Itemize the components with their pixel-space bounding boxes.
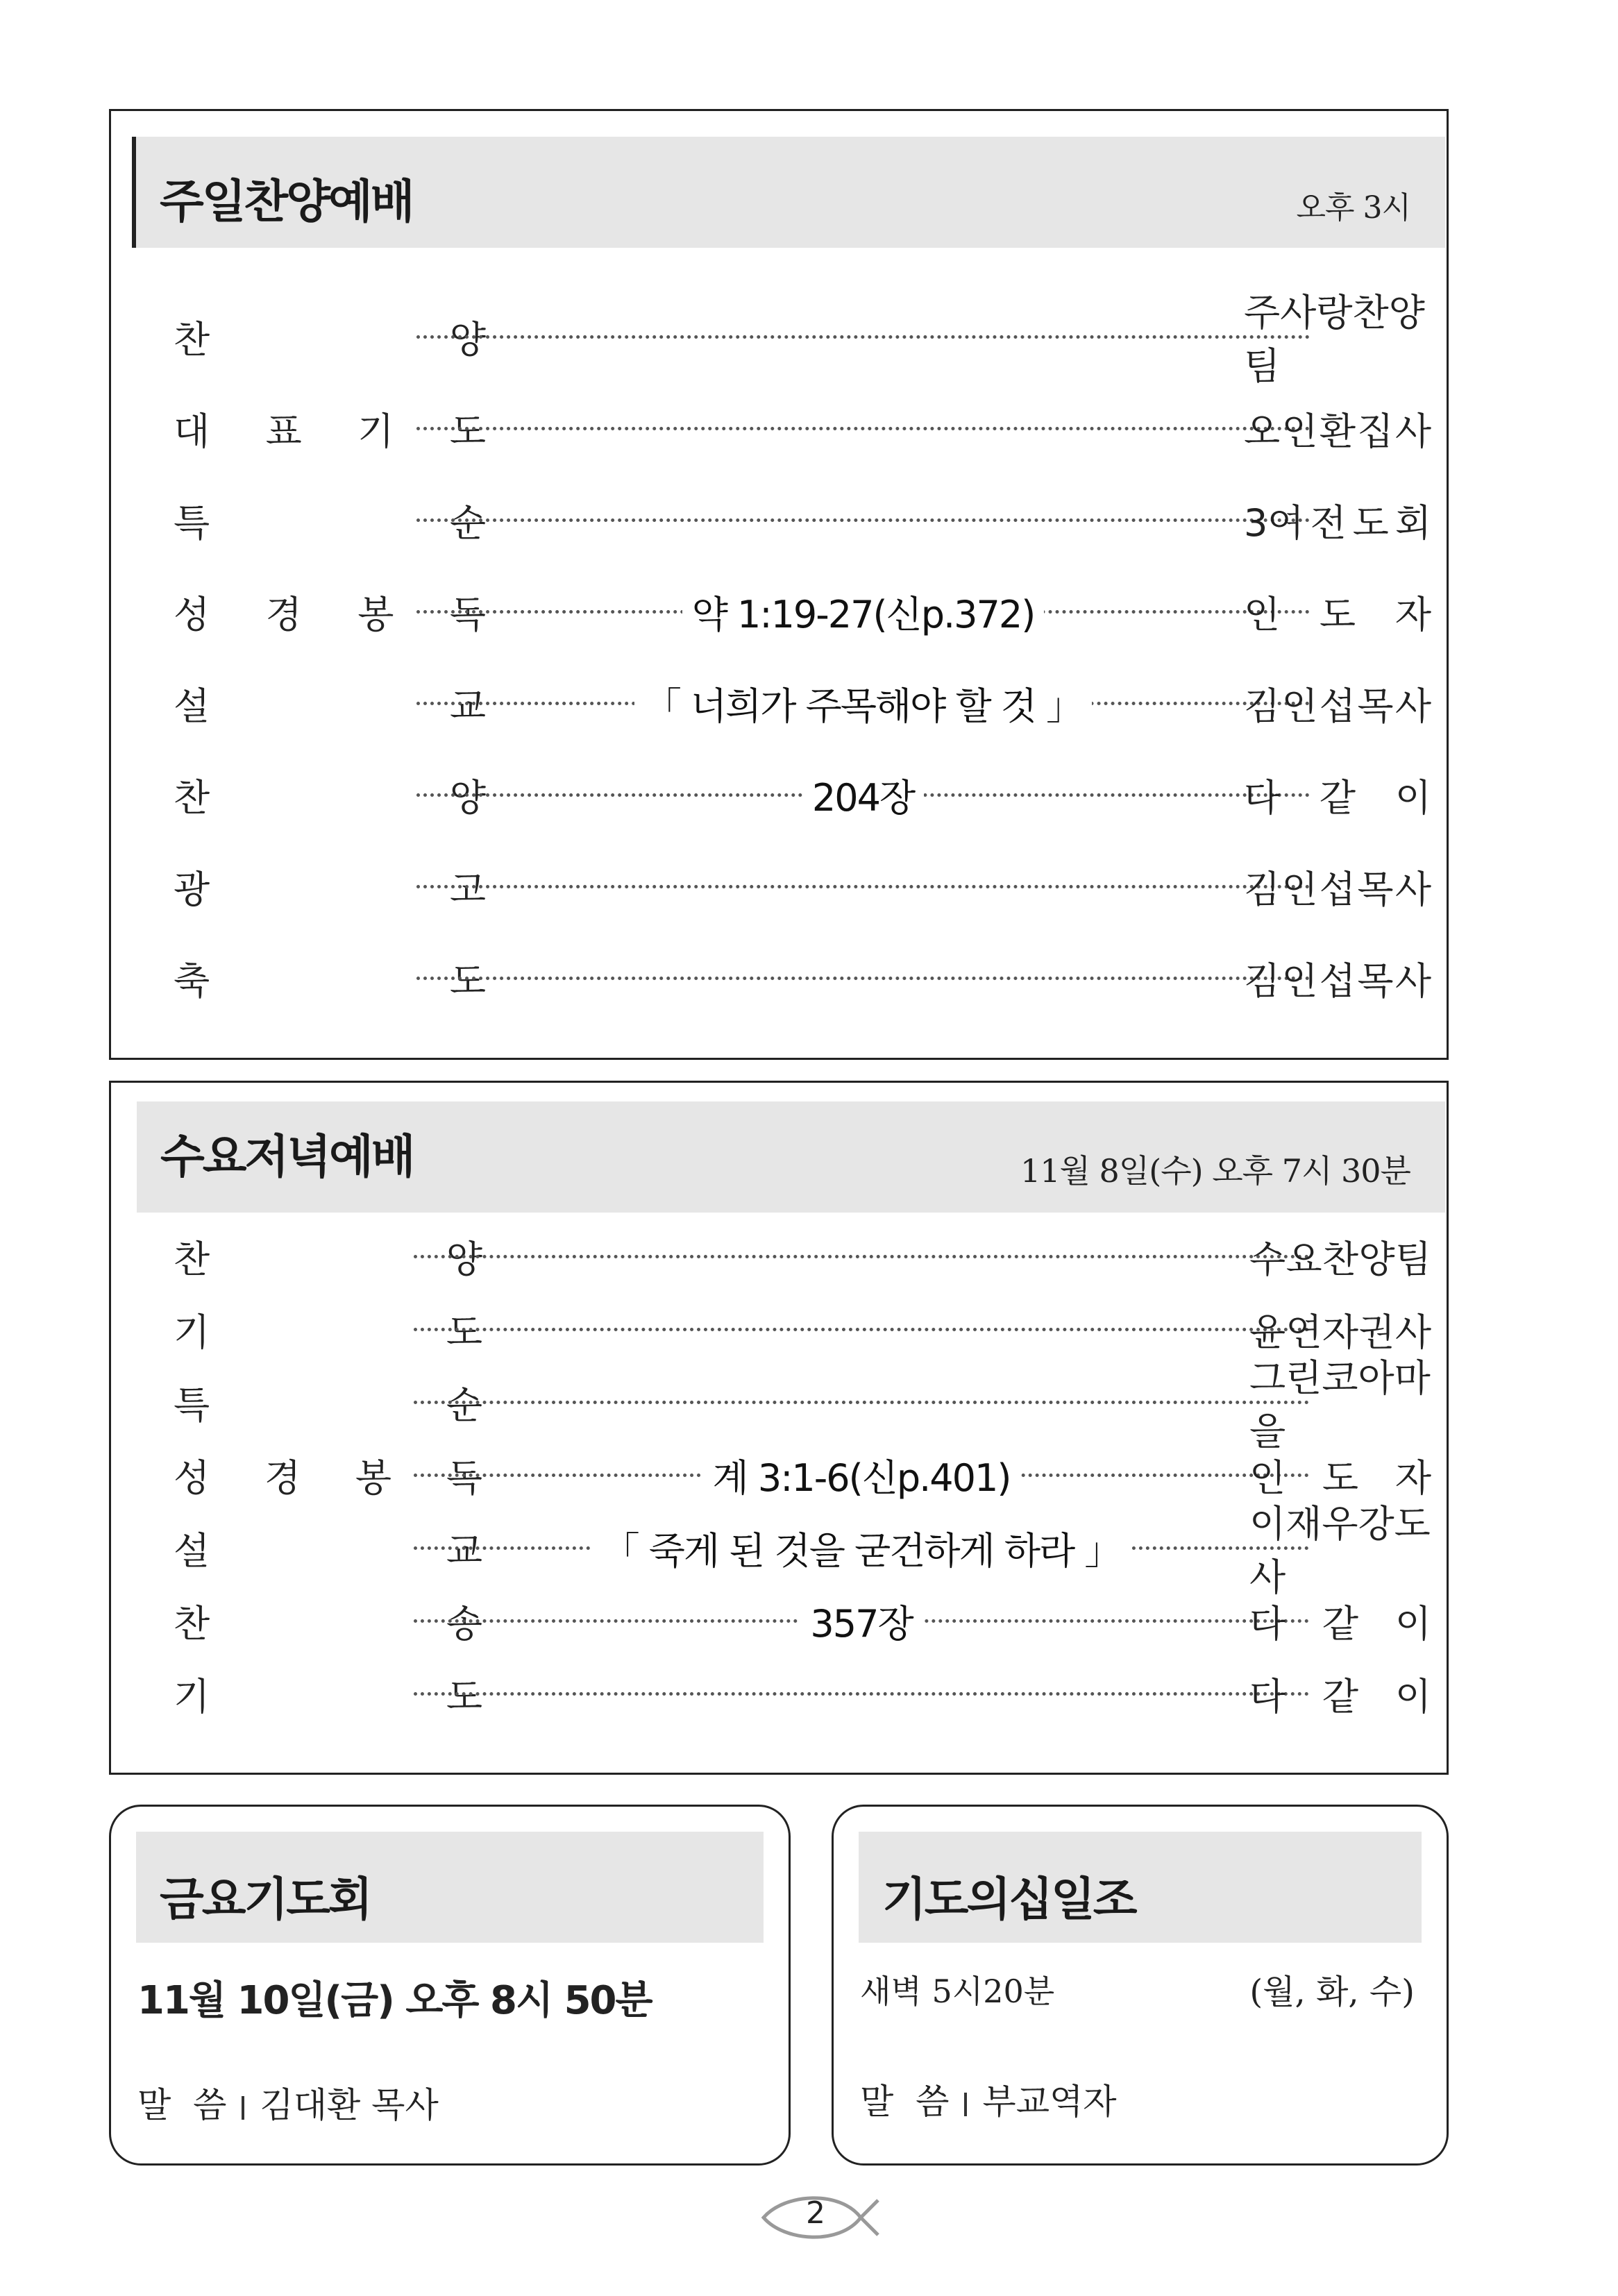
program-item-leader (1244, 950, 1431, 1006)
label-char: 기 (357, 409, 394, 453)
wednesday-service-title: 수요저녁예배 (160, 1130, 414, 1183)
leader-char: 섭 (1319, 959, 1356, 1003)
label-char: 찬 (174, 1237, 210, 1281)
leader-char: 목 (1357, 684, 1394, 728)
program-row (111, 291, 1447, 388)
leader-char: 사 (1394, 959, 1431, 1003)
label-char: 교 (446, 1528, 482, 1573)
dotted-leader (414, 1692, 1309, 1696)
sunday-service-box (109, 109, 1449, 1060)
program-item-leader (1249, 1229, 1431, 1284)
leader-char: 연 (1286, 1310, 1322, 1354)
leader-char: 다 (1249, 1674, 1286, 1719)
label-char: 양 (449, 317, 486, 362)
leader-char: 수 (1249, 1237, 1286, 1281)
dotted-leader (416, 977, 1310, 980)
label-char: 도 (449, 409, 486, 453)
program-item-leader (1244, 291, 1431, 388)
friday-sermon-line (137, 2077, 439, 2127)
prayer-tithe-sermon-line (860, 2074, 1117, 2124)
leader-char: 도 (1319, 592, 1356, 636)
label-char: 봉 (357, 592, 394, 636)
label-char: 도 (446, 1674, 482, 1719)
label-char: 경 (265, 592, 302, 636)
program-item-detail-text: 204장 (802, 768, 924, 822)
program-row (111, 767, 1447, 822)
leader-char: 섭 (1319, 684, 1356, 728)
leader-char: 이 (1394, 1601, 1431, 1646)
program-item-detail (416, 767, 1310, 822)
label-char: 독 (449, 592, 486, 636)
dotted-leader (416, 885, 1310, 888)
sunday-service-time: 오후 3시 (1296, 190, 1410, 226)
program-item-leader (1244, 767, 1431, 822)
leader-char: 환 (1319, 409, 1356, 453)
program-item-leader (1244, 859, 1431, 914)
dotted-leader (416, 427, 1310, 430)
leader-char: 인 (1281, 959, 1318, 1003)
program-item-detail-text: 계 3:1-6(신p.401) (703, 1449, 1020, 1502)
program-item-detail (416, 584, 1310, 639)
label-char: 성 (174, 592, 210, 636)
leader-char: 인 (1281, 684, 1318, 728)
label-char: 축 (174, 959, 210, 1003)
wednesday-service-header (137, 1101, 1445, 1213)
dotted-leader (414, 1255, 1309, 1258)
program-item-detail-text: 「 죽게 된 것을 굳건하게 하라 」 (593, 1521, 1131, 1575)
leader-char: 자 (1394, 1455, 1431, 1500)
prayer-tithe-title: 기도의십일조 (882, 1873, 1136, 1926)
program-row (111, 1447, 1447, 1503)
prayer-tithe-speaker: 부교역자 (982, 2082, 1117, 2122)
prayer-tithe-sermon-label: 말 씀 (860, 2082, 950, 2122)
page-number: 2 (806, 2195, 825, 2231)
label-char: 찬 (174, 1601, 210, 1646)
friday-speaker: 김대환 목사 (260, 2085, 439, 2125)
leader-char: 오 (1244, 409, 1281, 453)
leader-char: 요 (1286, 1237, 1322, 1281)
leader-char: 김 (1244, 684, 1281, 728)
program-row (111, 859, 1447, 914)
leader-char: 자 (1322, 1310, 1359, 1354)
leader-char: 같 (1319, 775, 1356, 820)
leader-char: 인 (1281, 409, 1318, 453)
program-item-detail-text: 약 1:19-27(신p.372) (682, 585, 1045, 639)
leader-char: 사 (1394, 409, 1431, 453)
dotted-leader (414, 1401, 1309, 1404)
program-item-leader (1244, 584, 1431, 639)
leader-char: 도 (1352, 500, 1389, 545)
program-row (111, 675, 1447, 731)
leader-char: 사 (1394, 684, 1431, 728)
sunday-service-title: 주일찬양예배 (160, 175, 413, 228)
separator-bar (964, 2093, 967, 2116)
leader-char: 김 (1244, 959, 1281, 1003)
program-row (111, 1301, 1447, 1357)
dotted-leader (416, 518, 1310, 522)
label-char: 기 (174, 1674, 210, 1719)
leader-char: 같 (1322, 1601, 1359, 1646)
label-char: 교 (449, 684, 486, 728)
leader-char: 주사랑찬양팀 (1244, 291, 1425, 388)
program-row (111, 1502, 1447, 1599)
friday-prayer-box (109, 1805, 791, 2166)
program-row (111, 400, 1447, 456)
leader-char: 김 (1244, 867, 1281, 911)
program-item-detail (416, 675, 1310, 731)
program-item-leader (1244, 400, 1431, 456)
label-char: 양 (446, 1237, 482, 1281)
friday-prayer-date: 11월 10일(금) 오후 8시 50분 (137, 1978, 652, 2023)
dotted-leader (416, 335, 1310, 339)
friday-sermon-label: 말 씀 (137, 2085, 227, 2125)
program-item-detail (414, 1593, 1309, 1648)
prayer-tithe-days: (월, 화, 수) (1249, 1973, 1415, 2011)
label-char: 양 (449, 775, 486, 820)
leader-char: 이 (1394, 1674, 1431, 1719)
leader-char: 이재우강도사 (1249, 1502, 1431, 1599)
label-char: 봉 (355, 1455, 392, 1500)
leader-char: 목 (1357, 959, 1394, 1003)
label-char: 기 (174, 1310, 210, 1354)
leader-char: 목 (1357, 867, 1394, 911)
sunday-service-header (136, 137, 1445, 248)
label-char: 도 (446, 1310, 482, 1354)
program-item-detail-text: 「 너희가 주목해야 할 것 」 (634, 677, 1092, 730)
leader-char: 다 (1249, 1601, 1286, 1646)
program-item-leader (1249, 1356, 1431, 1453)
program-item-detail (414, 1447, 1309, 1503)
program-item-detail-text: 357장 (800, 1594, 922, 1648)
separator-bar (242, 2096, 244, 2120)
leader-char: 사 (1394, 867, 1431, 911)
leader-char: 자 (1394, 592, 1431, 636)
leader-char: 그린코아마을 (1249, 1356, 1431, 1453)
program-item-leader (1249, 1593, 1431, 1648)
leader-char: 다 (1244, 775, 1281, 820)
label-char: 광 (174, 867, 210, 911)
label-char: 특 (174, 1383, 210, 1427)
leader-char: 인 (1249, 1455, 1286, 1500)
program-row (111, 1229, 1447, 1284)
label-char: 순 (449, 500, 486, 545)
leader-char: 권 (1358, 1310, 1395, 1354)
leader-char: 팀 (1394, 1237, 1431, 1281)
leader-char: 찬 (1322, 1237, 1359, 1281)
label-char: 대 (174, 409, 210, 453)
program-row (111, 1593, 1447, 1648)
label-char: 성 (174, 1455, 210, 1500)
leader-char: 같 (1322, 1674, 1359, 1719)
label-char: 설 (174, 1528, 210, 1573)
label-char: 경 (264, 1455, 301, 1500)
leader-char: 인 (1244, 592, 1281, 636)
prayer-tithe-header (859, 1832, 1422, 1943)
leader-char: 인 (1281, 867, 1318, 911)
program-row (111, 1666, 1447, 1721)
leader-char: 윤 (1249, 1310, 1286, 1354)
dotted-leader (414, 1328, 1309, 1331)
program-item-leader (1249, 1666, 1431, 1721)
program-row (111, 492, 1447, 548)
wednesday-service-time: 11월 8일(수) 오후 7시 30분 (1020, 1152, 1410, 1190)
label-char: 고 (449, 867, 486, 911)
label-char: 도 (449, 959, 486, 1003)
leader-char: 3여 (1244, 500, 1304, 545)
leader-char: 이 (1394, 775, 1431, 820)
program-item-leader (1244, 492, 1431, 548)
program-item-detail (414, 1520, 1309, 1576)
label-char: 특 (174, 500, 210, 545)
leader-char: 전 (1310, 500, 1347, 545)
program-row (111, 584, 1447, 639)
leader-char: 도 (1322, 1455, 1359, 1500)
leader-char: 섭 (1319, 867, 1356, 911)
leader-char: 회 (1394, 500, 1431, 545)
label-char: 송 (446, 1601, 482, 1646)
program-item-leader (1249, 1502, 1431, 1599)
label-char: 찬 (174, 317, 210, 362)
leader-char: 사 (1394, 1310, 1431, 1354)
program-row (111, 1356, 1447, 1453)
friday-prayer-header (136, 1832, 764, 1943)
label-char: 찬 (174, 775, 210, 820)
leader-char: 집 (1357, 409, 1394, 453)
leader-char: 양 (1358, 1237, 1395, 1281)
prayer-tithe-time: 새벽 5시20분 (860, 1973, 1055, 2010)
label-char: 설 (174, 684, 210, 728)
friday-prayer-title: 금요기도회 (160, 1873, 371, 1926)
prayer-tithe-box (832, 1805, 1449, 2166)
program-item-leader (1244, 675, 1431, 731)
wednesday-service-box (109, 1081, 1449, 1775)
program-row (111, 950, 1447, 1006)
label-char: 독 (446, 1455, 482, 1500)
label-char: 표 (265, 409, 302, 453)
label-char: 순 (446, 1383, 482, 1427)
